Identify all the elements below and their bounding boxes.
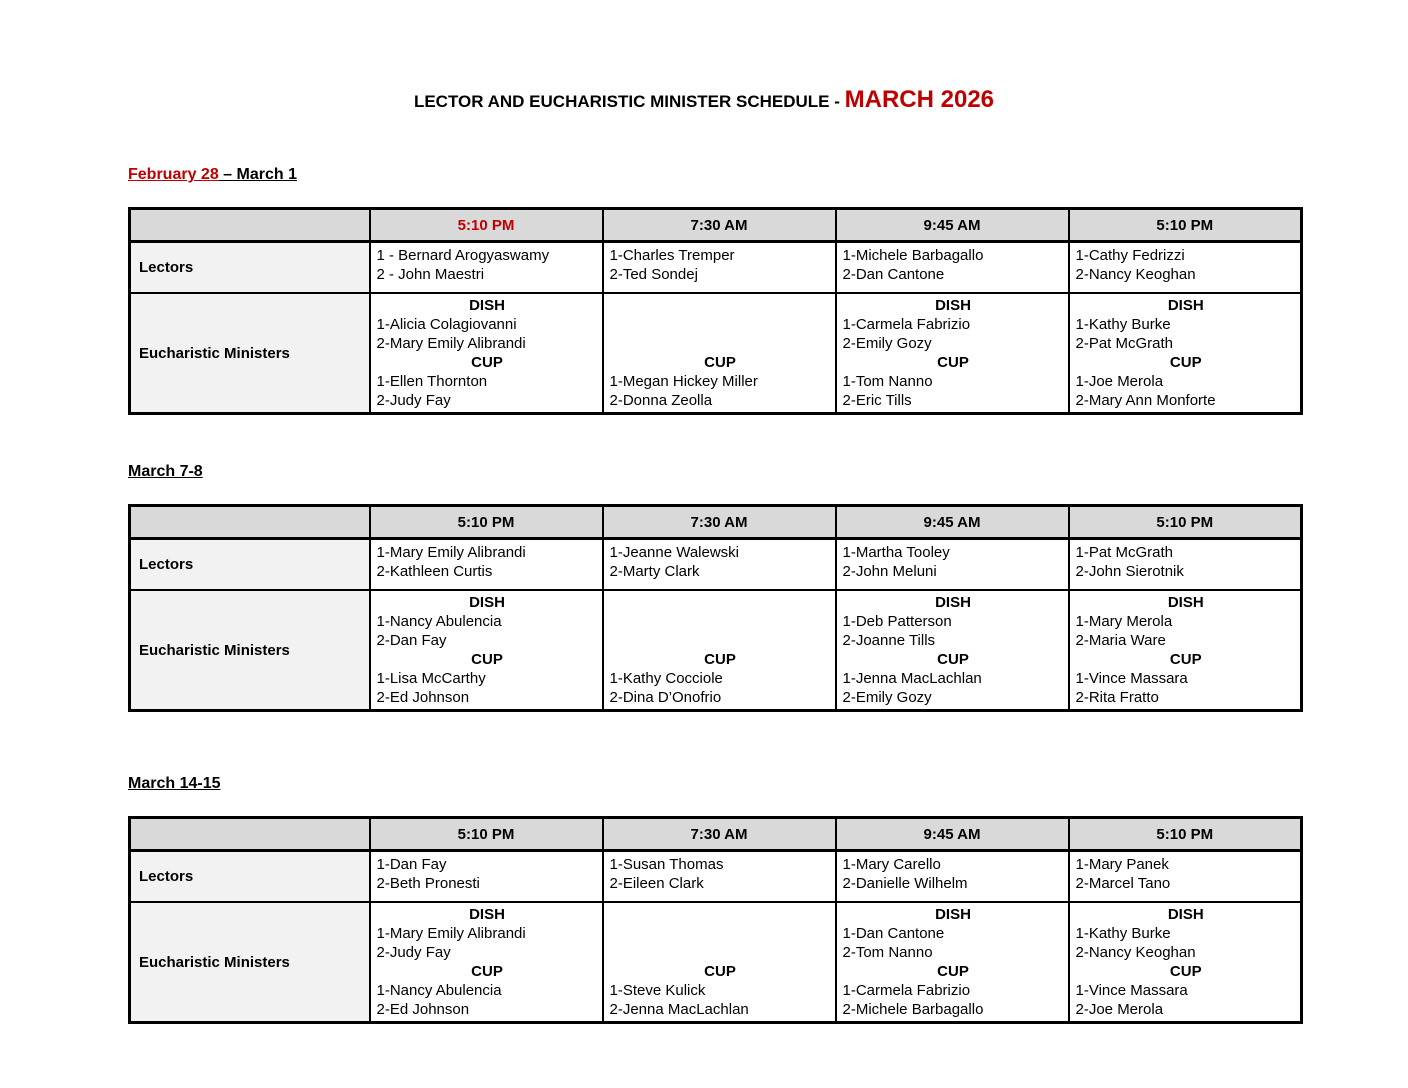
lector-name: 1-Pat McGrath: [1075, 544, 1174, 561]
minister-name: 2-Mary Emily Alibrandi: [376, 335, 526, 352]
dish-label: DISH: [935, 297, 971, 314]
minister-cell: [836, 902, 1069, 1023]
lectors-row: [130, 242, 1302, 294]
page-title-accent: MARCH 2026: [844, 86, 995, 113]
time-header-510pm-sat: 5:10 PM: [370, 506, 603, 539]
lector-cell: [370, 539, 603, 591]
lector-cell: [836, 242, 1069, 294]
lector-cell: [836, 851, 1069, 903]
minister-name: [610, 334, 831, 353]
minister-name: 1-Steve Kulick: [609, 982, 706, 999]
minister-name: 1-Dan Cantone: [842, 925, 945, 942]
minister-name: 2-Emily Gozy: [842, 689, 932, 706]
time-header-510pm-sat: 5:10 PM: [370, 209, 603, 242]
cup-label: CUP: [704, 963, 736, 980]
dish-label: DISH: [469, 297, 505, 314]
page-title-main: LECTOR AND EUCHARISTIC MINISTER SCHEDULE -: [413, 92, 845, 111]
lector-cell: [603, 539, 836, 591]
lector-name: 1 - Bernard Arogyaswamy: [376, 247, 550, 264]
minister-cell: [1069, 902, 1302, 1023]
dish-label: [610, 593, 831, 612]
minister-name: 1-Nancy Abulencia: [376, 613, 502, 630]
minister-name: 1-Mary Emily Alibrandi: [376, 925, 526, 942]
time-header-945am: 9:45 AM: [836, 209, 1069, 242]
lectors-row: [130, 539, 1302, 591]
dish-label: DISH: [1167, 906, 1204, 923]
dish-label: [610, 296, 831, 315]
minister-name: 2-Rita Fratto: [1075, 689, 1159, 706]
minister-cell: [836, 590, 1069, 711]
minister-cell: [603, 590, 836, 711]
minister-name: 1-Carmela Fabrizio: [842, 982, 971, 999]
corner-cell: [130, 506, 370, 539]
schedule-table-mar7-8: [128, 504, 1303, 712]
lector-cell: [1069, 851, 1302, 903]
dish-label: DISH: [469, 906, 505, 923]
time-header-row: [130, 209, 1302, 242]
time-header-510pm-sun: 5:10 PM: [1069, 209, 1302, 242]
minister-name: 1-Vince Massara: [1075, 982, 1188, 999]
time-header-row: [130, 818, 1302, 851]
section-heading-rest: March 7-8: [128, 463, 203, 480]
time-header-730am: 7:30 AM: [603, 818, 836, 851]
time-header-510pm-sun: 5:10 PM: [1069, 506, 1302, 539]
lector-name: 2-Dan Cantone: [842, 266, 945, 283]
lector-name: 1-Mary Carello: [842, 856, 941, 873]
document-body: [128, 165, 1303, 1024]
lector-name: 1-Mary Panek: [1075, 856, 1169, 873]
minister-name: 1-Megan Hickey Miller: [609, 373, 758, 390]
lector-cell: [1069, 539, 1302, 591]
lector-name: 1-Cathy Fedrizzi: [1075, 247, 1185, 264]
minister-name: 1-Alicia Colagiovanni: [376, 316, 517, 333]
lector-name: 1-Susan Thomas: [609, 856, 724, 873]
minister-name: 2-Ed Johnson: [376, 1001, 470, 1018]
section-heading-rest: – March 1: [218, 166, 297, 183]
page-title: [0, 0, 1408, 116]
row-label-lectors: Lectors: [130, 242, 370, 294]
minister-cell: [603, 293, 836, 414]
cup-label: CUP: [471, 651, 503, 668]
cup-label: CUP: [704, 651, 736, 668]
row-label-lectors: Lectors: [130, 851, 370, 903]
lector-name: 1-Martha Tooley: [842, 544, 950, 561]
minister-cell: [370, 590, 603, 711]
cup-label: CUP: [1169, 651, 1202, 668]
minister-name: 1-Kathy Burke: [1075, 316, 1171, 333]
minister-name: 2-Michele Barbagallo: [842, 1001, 984, 1018]
lector-name: 2 - John Maestri: [376, 266, 485, 283]
lector-cell: [603, 851, 836, 903]
section-heading-rest: March 14-15: [128, 775, 221, 792]
minister-name: 2-Donna Zeolla: [609, 392, 713, 409]
lector-name: 1-Jeanne Walewski: [609, 544, 739, 561]
lector-name: 2-John Meluni: [842, 563, 937, 580]
dish-label: DISH: [935, 906, 971, 923]
minister-name: [610, 315, 831, 334]
minister-name: [610, 612, 831, 631]
minister-name: 2-Jenna MacLachlan: [609, 1001, 749, 1018]
section-heading-mar14-15: [128, 774, 1303, 794]
lector-name: 2-Nancy Keoghan: [1075, 266, 1196, 283]
lector-cell: [1069, 242, 1302, 294]
time-header-row: [130, 506, 1302, 539]
cup-label: CUP: [471, 963, 503, 980]
lector-name: 1-Charles Tremper: [609, 247, 735, 264]
minister-name: 1-Lisa McCarthy: [376, 670, 486, 687]
lector-name: 2-Marcel Tano: [1075, 875, 1171, 892]
dish-label: DISH: [935, 594, 971, 611]
lector-name: 1-Michele Barbagallo: [842, 247, 984, 264]
lector-name: 2-Beth Pronesti: [376, 875, 480, 892]
row-label-ministers: Eucharistic Ministers: [130, 293, 370, 414]
minister-name: 2-Mary Ann Monforte: [1075, 392, 1216, 409]
lector-name: 2-John Sierotnik: [1075, 563, 1184, 580]
lector-name: 2-Kathleen Curtis: [376, 563, 493, 580]
schedule-table-feb28-mar1: [128, 207, 1303, 415]
minister-name: 1-Kathy Cocciole: [609, 670, 723, 687]
minister-name: 2-Nancy Keoghan: [1075, 944, 1196, 961]
lector-name: 1-Dan Fay: [376, 856, 447, 873]
minister-name: [610, 631, 831, 650]
minister-name: 2-Eric Tills: [842, 392, 912, 409]
time-header-510pm-sun: 5:10 PM: [1069, 818, 1302, 851]
time-header-730am: 7:30 AM: [603, 209, 836, 242]
minister-cell: [836, 293, 1069, 414]
lectors-row: [130, 851, 1302, 903]
minister-name: 1-Carmela Fabrizio: [842, 316, 971, 333]
minister-name: 2-Emily Gozy: [842, 335, 932, 352]
section-heading-feb28-mar1: [128, 165, 1303, 185]
corner-cell: [130, 818, 370, 851]
minister-name: 2-Tom Nanno: [842, 944, 933, 961]
section-heading-mar7-8: [128, 462, 1303, 482]
cup-label: CUP: [471, 354, 503, 371]
lector-cell: [836, 539, 1069, 591]
minister-name: 1-Vince Massara: [1075, 670, 1188, 687]
lector-name: 2-Ted Sondej: [609, 266, 698, 283]
minister-name: 1-Ellen Thornton: [376, 373, 488, 390]
minister-name: [610, 943, 831, 962]
minister-name: 1-Nancy Abulencia: [376, 982, 502, 999]
minister-name: 2-Ed Johnson: [376, 689, 470, 706]
row-label-ministers: Eucharistic Ministers: [130, 902, 370, 1023]
lector-name: 2-Danielle Wilhelm: [842, 875, 968, 892]
minister-name: 2-Judy Fay: [376, 392, 451, 409]
minister-name: 2-Dina D’Onofrio: [609, 689, 722, 706]
minister-name: 1-Tom Nanno: [842, 373, 933, 390]
minister-name: [610, 924, 831, 943]
minister-name: 2-Joe Merola: [1075, 1001, 1164, 1018]
minister-cell: [1069, 293, 1302, 414]
lector-cell: [603, 242, 836, 294]
lector-name: 2-Marty Clark: [609, 563, 700, 580]
row-label-ministers: Eucharistic Ministers: [130, 590, 370, 711]
cup-label: CUP: [1169, 963, 1202, 980]
minister-name: 1-Jenna MacLachlan: [842, 670, 982, 687]
minister-name: 2-Dan Fay: [376, 632, 447, 649]
cup-label: CUP: [937, 354, 969, 371]
minister-name: 1-Mary Merola: [1075, 613, 1173, 630]
minister-name: 2-Maria Ware: [1075, 632, 1166, 649]
time-header-945am: 9:45 AM: [836, 506, 1069, 539]
lector-name: 2-Eileen Clark: [609, 875, 704, 892]
dish-label: [610, 905, 831, 924]
cup-label: CUP: [1169, 354, 1202, 371]
lector-cell: [370, 851, 603, 903]
minister-name: 1-Deb Patterson: [842, 613, 952, 630]
schedule-table-mar14-15: [128, 816, 1303, 1024]
section-heading-accent: February 28: [128, 166, 219, 183]
cup-label: CUP: [937, 963, 969, 980]
minister-name: 1-Joe Merola: [1075, 373, 1164, 390]
dish-label: DISH: [469, 594, 505, 611]
minister-name: 2-Joanne Tills: [842, 632, 936, 649]
ministers-row: [130, 902, 1302, 1023]
dish-label: DISH: [1167, 594, 1204, 611]
ministers-row: [130, 590, 1302, 711]
time-header-945am: 9:45 AM: [836, 818, 1069, 851]
minister-cell: [603, 902, 836, 1023]
cup-label: CUP: [704, 354, 736, 371]
row-label-lectors: Lectors: [130, 539, 370, 591]
time-header-510pm-sat: 5:10 PM: [370, 818, 603, 851]
lector-cell: [370, 242, 603, 294]
minister-name: 1-Kathy Burke: [1075, 925, 1171, 942]
cup-label: CUP: [937, 651, 969, 668]
minister-cell: [370, 902, 603, 1023]
minister-name: 2-Pat McGrath: [1075, 335, 1174, 352]
minister-cell: [1069, 590, 1302, 711]
ministers-row: [130, 293, 1302, 414]
corner-cell: [130, 209, 370, 242]
dish-label: DISH: [1167, 297, 1204, 314]
time-header-730am: 7:30 AM: [603, 506, 836, 539]
lector-name: 1-Mary Emily Alibrandi: [376, 544, 526, 561]
minister-cell: [370, 293, 603, 414]
minister-name: 2-Judy Fay: [376, 944, 451, 961]
